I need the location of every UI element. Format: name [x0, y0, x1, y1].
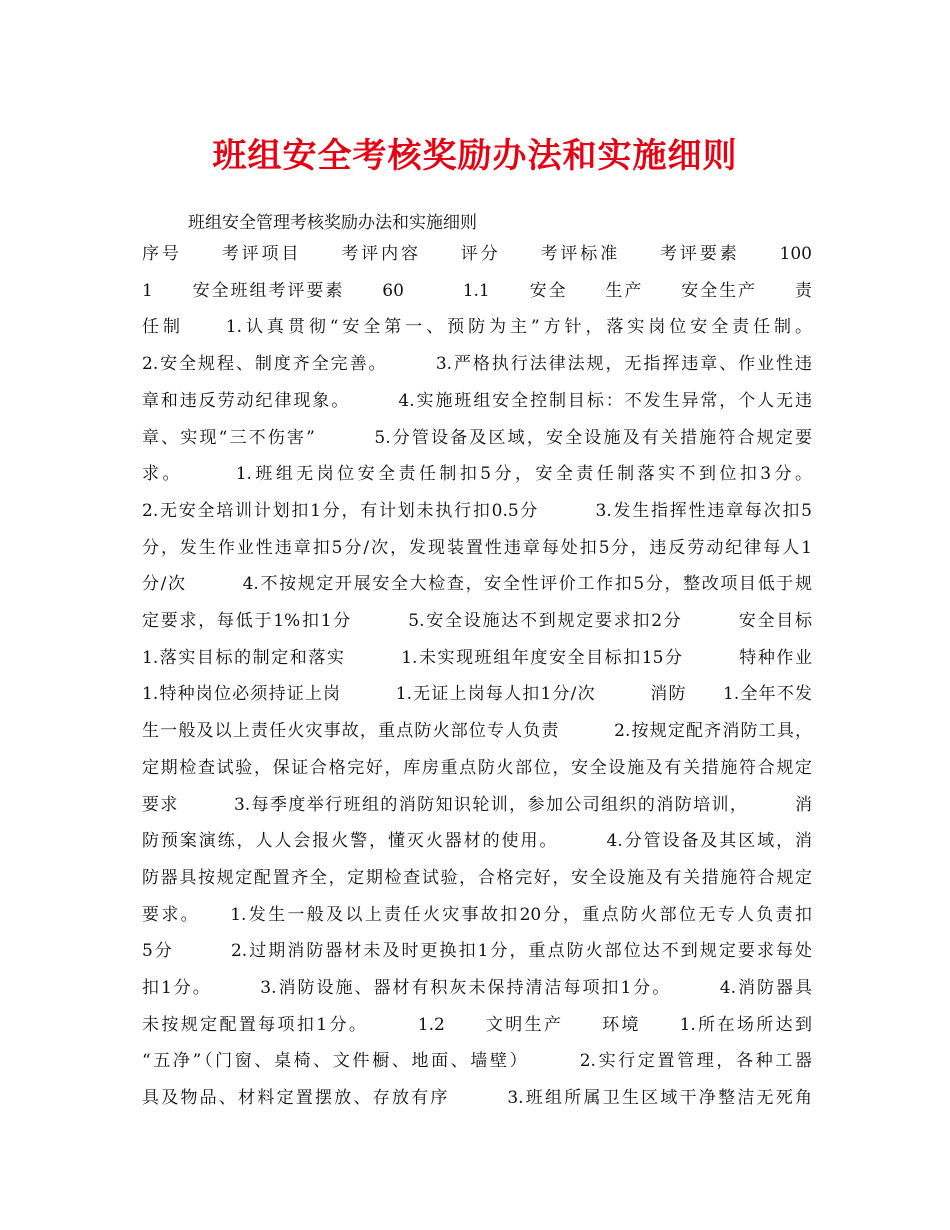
body-text-line: 防预案演练，人人会报火警，懂灭火器材的使用。 4.分管设备及其区域，消 [142, 831, 812, 852]
body-text-line: 防器具按规定配置齐全，定期检查试验，合格完好，安全设施及有关措施符合规定 [142, 867, 812, 888]
body-text-line: 5分 2.过期消防器材未及时更换扣1分，重点防火部位达不到规定要求每处 [142, 941, 812, 962]
body-text-line: 要求。 1.发生一般及以上责任火灾事故扣20分，重点防火部位无专人负责扣 [142, 904, 812, 925]
body-text-line: 章和违反劳动纪律现象。 4.实施班组安全控制目标：不发生异常，个人无违 [142, 390, 812, 411]
document-title: 班组安全考核奖励办法和实施细则 [212, 136, 738, 176]
body-text-line: 具及物品、材料定置摆放、存放有序 3.班组所属卫生区域干净整洁无死角 [142, 1088, 812, 1109]
body-text-line: 扣1分。 3.消防设施、器材有积灰未保持清洁每项扣1分。 4.消防器具 [142, 978, 812, 998]
body-text-line: 2.安全规程、制度齐全完善。 3.严格执行法律法规，无指挥违章、作业性违 [142, 354, 812, 375]
body-text-line: 章、实现“三不伤害” 5.分管设备及区域，安全设施及有关措施符合规定要 [142, 427, 812, 448]
body-text-line: 序号 考评项目 考评内容 评分 考评标准 考评要素 100 [142, 244, 812, 264]
document-subtitle: 班组安全管理考核奖励办法和实施细则 [188, 213, 477, 233]
body-text-line: 1.特种岗位必须持证上岗 1.无证上岗每人扣1分/次 消防 1.全年不发 [142, 684, 812, 705]
body-text-line: 1 安全班组考评要素 60 1.1 安全 生产 安全生产 责 [142, 280, 812, 301]
body-text-line: 分，发生作业性违章扣5分/次，发现装置性违章每处扣5分，违反劳动纪律每人1 [142, 537, 812, 558]
body-text-line: 求。 1.班组无岗位安全责任制扣5分，安全责任制落实不到位扣3分。 [142, 464, 812, 485]
body-text-line: 定期检查试验，保证合格完好，库房重点防火部位，安全设施及有关措施符合规定 [142, 757, 812, 778]
body-text-line: 定要求，每低于1%扣1分 5.安全设施达不到规定要求扣2分 安全目标 [142, 611, 812, 631]
body-text-line: 任制 1.认真贯彻“安全第一、预防为主”方针，落实岗位安全责任制。 [142, 317, 812, 338]
body-text-line: 生一般及以上责任火灾事故，重点防火部位专人负责 2.按规定配齐消防工具， [142, 721, 812, 742]
body-text-line: 分/次 4.不按规定开展安全大检查，安全性评价工作扣5分，整改项目低于规 [142, 574, 812, 595]
body-text-line: 要求 3.每季度举行班组的消防知识轮训，参加公司组织的消防培训， 消 [142, 794, 812, 815]
body-text-line: 未按规定配置每项扣1分。 1.2 文明生产 环境 1.所在场所达到 [142, 1014, 812, 1035]
body-text-line: 2.无安全培训计划扣1分，有计划未执行扣0.5分 3.发生指挥性违章每次扣5 [142, 500, 812, 521]
body-text-line: 1.落实目标的制定和落实 1.未实现班组年度安全目标扣15分 特种作业 [142, 647, 812, 668]
body-text-line: “五净”（门窗、桌椅、文件橱、地面、墙壁） 2.实行定置管理，各种工器 [142, 1051, 812, 1072]
